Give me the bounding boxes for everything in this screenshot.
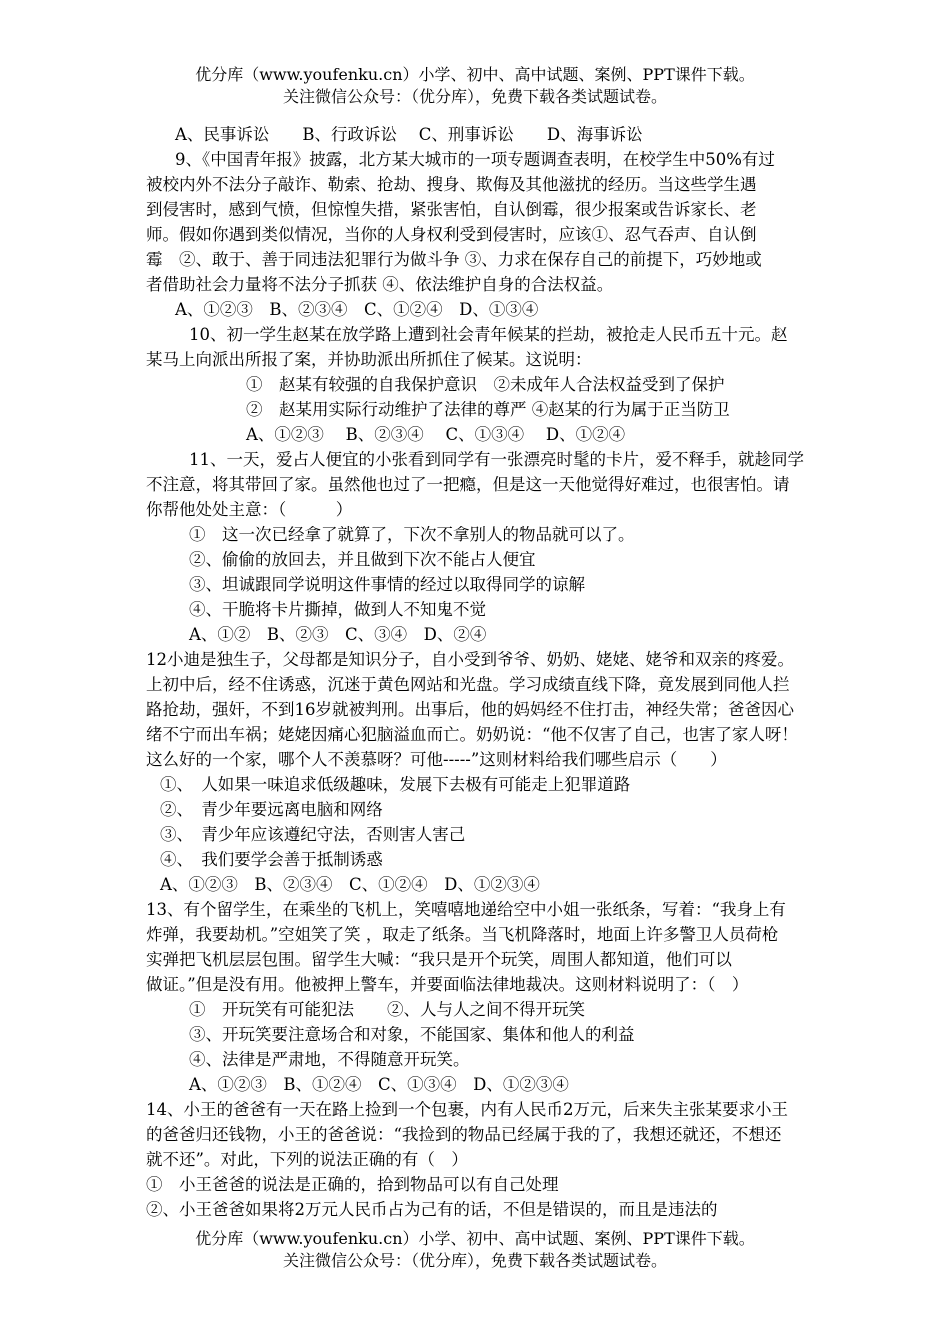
text-line: ②、偷偷的放回去，并且做到下次不能占人便宜 — [189, 550, 536, 569]
text-line: 绪不宁而出车祸；姥姥因痛心犯脑溢血而亡。奶奶说：“他不仅害了自己，也害了家人呀！ — [146, 725, 798, 744]
text-line: 14、小王的爸爸有一天在路上捡到一个包裹，内有人民币2万元，后来失主张某要求小王 — [146, 1100, 788, 1119]
text-line: 炸弹，我要劫机。”空姐笑了笑 ，取走了纸条。当飞机降落时，地面上许多警卫人员荷枪 — [146, 925, 779, 944]
header-line-1: 优分库（www.youfenku.cn）小学、初中、高中试题、案例、PPT课件下载。 — [195, 65, 755, 84]
text-line: ① 开玩笑有可能犯法 ②、人与人之间不得开玩笑 — [189, 1000, 585, 1019]
text-line: 某马上向派出所报了案，并协助派出所抓住了候某。这说明： — [146, 350, 592, 369]
text-line: ④、 我们要学会善于抵制诱惑 — [160, 850, 383, 869]
text-line: A、①②③ B、②③④ C、①②④ D、①③④ — [175, 300, 539, 319]
text-line: 路抢劫，强奸，不到16岁就被判刑。出事后，他的妈妈经不住打击，神经失常；爸爸因心 — [146, 700, 794, 719]
text-line: 12小迪是独生子，父母都是知识分子，自小受到爷爷、奶奶、姥姥、姥爷和双亲的疼爱。 — [146, 650, 794, 669]
text-line: 就不还”。对此，下列的说法正确的有（ ） — [146, 1150, 468, 1169]
page-footer — [0, 1228, 950, 1272]
text-line: 你帮他处处主意：（ ） — [146, 500, 353, 519]
text-line: A、①②③ B、①②④ C、①③④ D、①②③④ — [189, 1075, 569, 1094]
text-line: ① 小王爸爸的说法是正确的，拾到物品可以有自己处理 — [146, 1175, 559, 1194]
text-line: 11、一天，爱占人便宜的小张看到同学有一张漂亮时髦的卡片，爱不释手，就趁同学 — [189, 450, 804, 469]
text-line: A、民事诉讼 B、行政诉讼 C、刑事诉讼 D、海事诉讼 — [175, 125, 643, 144]
text-line: ③、 青少年应该遵纪守法，否则害人害己 — [160, 825, 466, 844]
text-line: ④、法律是严肃地，不得随意开玩笑。 — [189, 1050, 470, 1069]
text-line: 10、初一学生赵某在放学路上遭到社会青年候某的拦劫，被抢走人民币五十元。赵 — [189, 325, 788, 344]
text-line: A、①② B、②③ C、③④ D、②④ — [189, 625, 487, 644]
text-line: 上初中后，经不住诱惑，沉迷于黄色网站和光盘。学习成绩直线下降，竟发展到同他人拦 — [146, 675, 790, 694]
text-line: ④、干脆将卡片撕掉，做到人不知鬼不觉 — [189, 600, 486, 619]
header-line-2: 关注微信公众号：（优分库），免费下载各类试题试卷。 — [282, 87, 667, 106]
footer-line-1: 优分库（www.youfenku.cn）小学、初中、高中试题、案例、PPT课件下载。 — [195, 1229, 755, 1248]
text-line: ③、坦诚跟同学说明这件事情的经过以取得同学的谅解 — [189, 575, 585, 594]
footer-line-2: 关注微信公众号：（优分库），免费下载各类试题试卷。 — [282, 1251, 667, 1270]
text-line: ①、 人如果一味追求低级趣味，发展下去极有可能走上犯罪道路 — [160, 775, 631, 794]
text-line: 者借助社会力量将不法分子抓获 ④、依法维护自身的合法权益。 — [146, 275, 614, 294]
text-line: 这么好的一个家，哪个人不羡慕呀？可他-----”这则材料给我们哪些启示（ ） — [146, 750, 727, 769]
text-line: ① 这一次已经拿了就算了，下次不拿别人的物品就可以了。 — [189, 525, 635, 544]
text-line: 到侵害时，感到气愤，但惊惶失措，紧张害怕，自认倒霉，很少报案或告诉家长、老 — [146, 200, 757, 219]
text-line: 做证。”但是没有用。他被押上警车，并要面临法律地裁决。这则材料说明了：（ ） — [146, 975, 749, 994]
text-line: ③、开玩笑要注意场合和对象，不能国家、集体和他人的利益 — [189, 1025, 635, 1044]
text-line: 师。假如你遇到类似情况，当你的人身权利受到侵害时，应该①、忍气吞声、自认倒 — [146, 225, 757, 244]
text-line: 被校内外不法分子敲诈、勒索、抢劫、搜身、欺侮及其他滋扰的经历。当这些学生遇 — [146, 175, 757, 194]
text-line: ②、小王爸爸如果将2万元人民币占为己有的话，不但是错误的，而且是违法的 — [146, 1200, 718, 1219]
page-header — [0, 64, 950, 108]
text-line: 9、《中国青年报》披露，北方某大城市的一项专题调查表明，在校学生中50%有过 — [175, 150, 775, 169]
text-line: ② 赵某用实际行动维护了法律的尊严 ④赵某的行为属于正当防卫 — [246, 400, 730, 419]
text-line: 霉 ②、敢于、善于同违法犯罪行为做斗争 ③、力求在保存自己的前提下，巧妙地或 — [146, 250, 762, 269]
text-line: 实弹把飞机层层包围。留学生大喊：“我只是开个玩笑，周围人都知道，他们可以 — [146, 950, 732, 969]
text-line: A、①②③ B、②③④ C、①②④ D、①②③④ — [160, 875, 540, 894]
text-line: 13、有个留学生，在乘坐的飞机上，笑嘻嘻地递给空中小姐一张纸条，写着：“我身上有 — [146, 900, 786, 919]
text-line: ②、 青少年要远离电脑和网络 — [160, 800, 383, 819]
text-line: 不注意，将其带回了家。虽然他也过了一把瘾，但是这一天他觉得好难过，也很害怕。请 — [146, 475, 790, 494]
text-line: 的爸爸归还钱物，小王的爸爸说：“我捡到的物品已经属于我的了，我想还就还，不想还 — [146, 1125, 782, 1144]
text-line: ① 赵某有较强的自我保护意识 ②未成年人合法权益受到了保护 — [246, 375, 725, 394]
text-line: A、①②③ B、②③④ C、①③④ D、①②④ — [246, 425, 626, 444]
